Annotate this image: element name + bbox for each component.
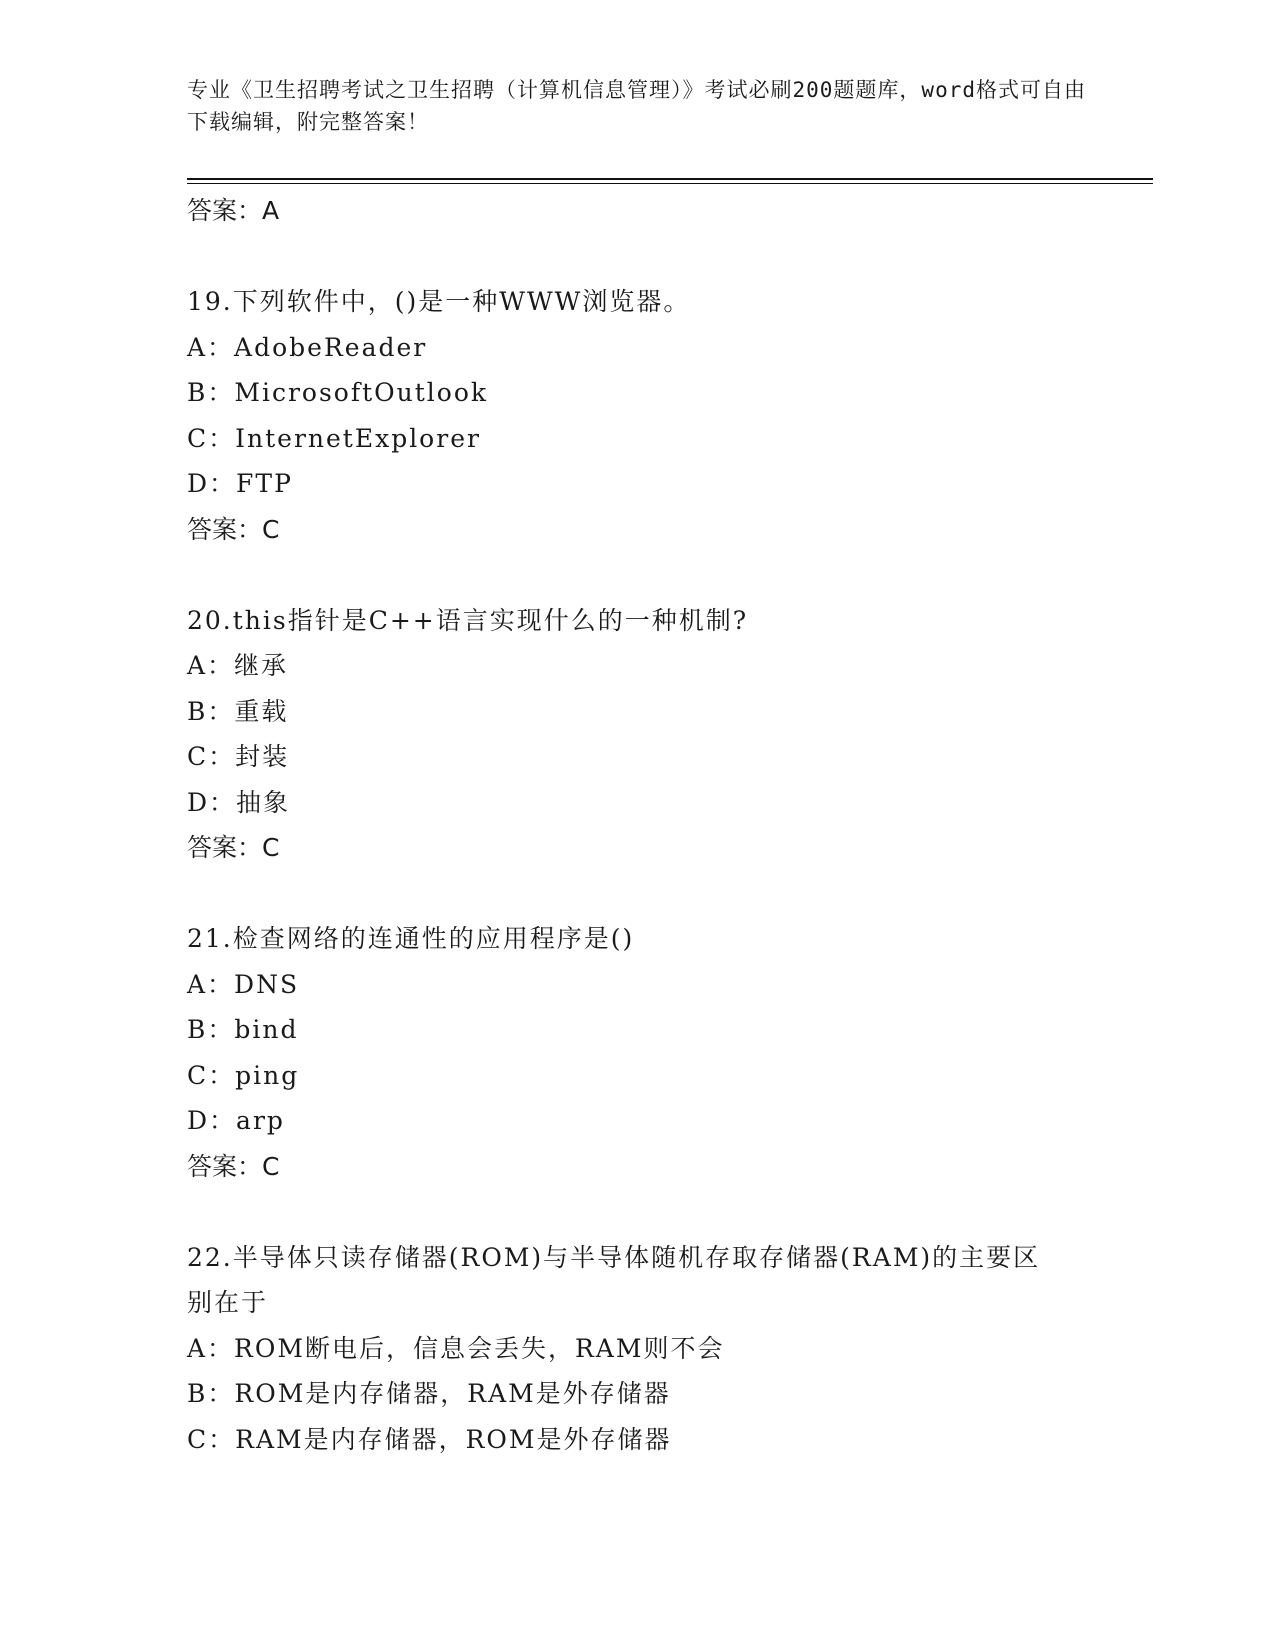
question-block — [187, 598, 1107, 871]
option-b: B：重载 — [187, 696, 289, 726]
option-a: A：ROM断电后，信息会丢失，RAM则不会 — [187, 1333, 725, 1363]
option-b: B：ROM是内存储器，RAM是外存储器 — [187, 1379, 671, 1408]
question-text: 21.检查网络的连通性的应用程序是() — [187, 924, 635, 953]
option-a: A：AdobeReader — [187, 332, 428, 362]
option-c: C：ping — [187, 1060, 300, 1090]
option-b: B：bind — [187, 1015, 299, 1044]
option-a: A：继承 — [187, 651, 289, 680]
question-block — [187, 1235, 1107, 1463]
question-text: 22.半导体只读存储器(ROM)与半导体随机存取存储器(RAM)的主要区别在于 — [187, 1242, 1041, 1317]
question-text: 19.下列软件中，()是一种WWW浏览器。 — [187, 287, 691, 316]
header-rule-thick — [187, 178, 1153, 180]
answer-line: 答案：C — [187, 1151, 280, 1181]
question-block — [187, 279, 1107, 552]
header-rule-thin — [187, 183, 1153, 184]
option-d: D：arp — [187, 1106, 285, 1135]
answer-line: 答案：A — [187, 196, 280, 225]
question-text: 20.this指针是C++语言实现什么的一种机制? — [187, 605, 749, 635]
answer-line: 答案：C — [187, 833, 280, 862]
option-c: C：RAM是内存储器，ROM是外存储器 — [187, 1424, 672, 1454]
question-block — [187, 916, 1107, 1189]
option-c: C：封装 — [187, 742, 290, 771]
option-d: D：FTP — [187, 469, 293, 498]
answer-line: 答案：C — [187, 514, 280, 544]
option-b: B：MicrosoftOutlook — [187, 378, 489, 407]
document-body — [187, 188, 1107, 1462]
option-c: C：InternetExplorer — [187, 423, 481, 453]
option-a: A：DNS — [187, 969, 300, 999]
option-d: D：抽象 — [187, 787, 291, 817]
document-header: 专业《卫生招聘考试之卫生招聘（计算机信息管理）》考试必刷200题题库，word格式可自由下载编辑，附完整答案！ — [187, 78, 1086, 134]
